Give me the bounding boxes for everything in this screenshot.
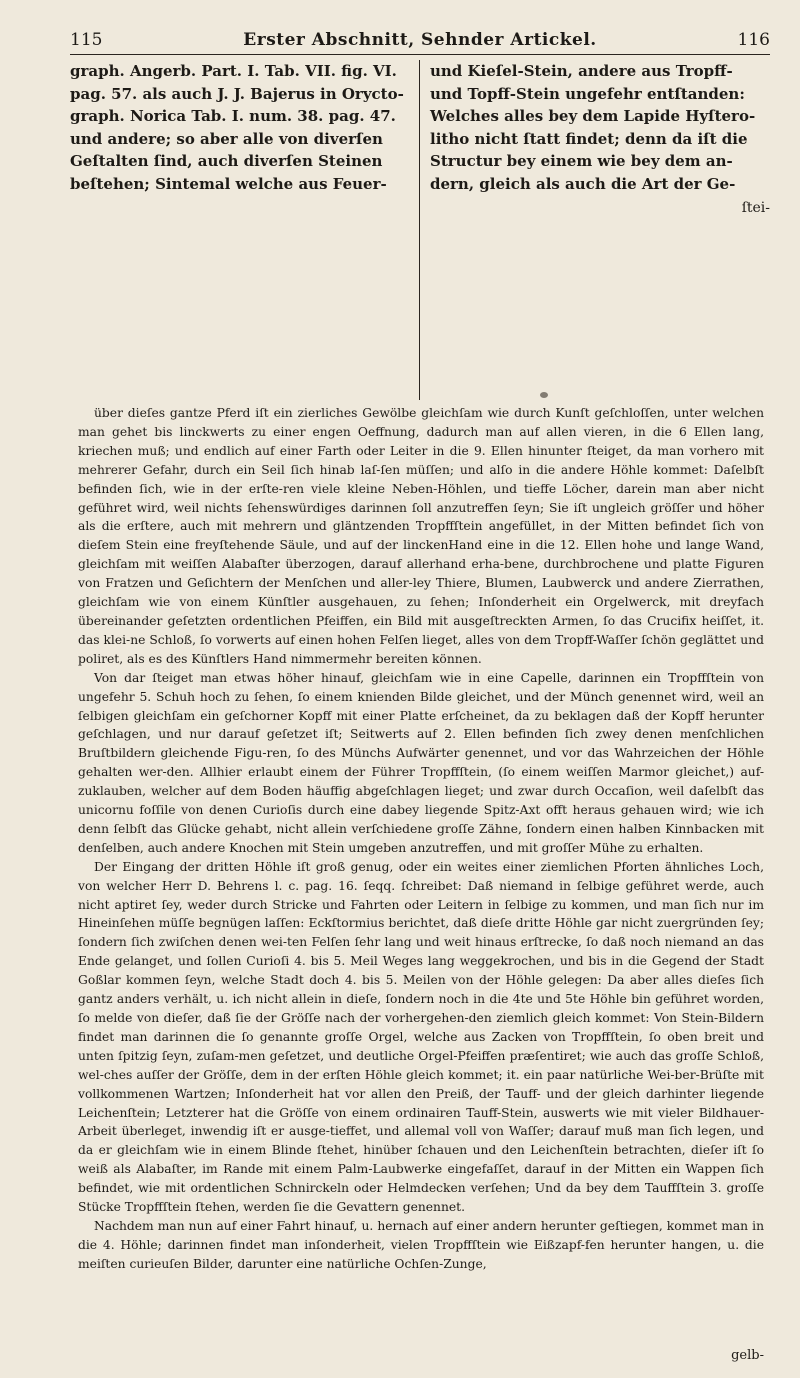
right-column bbox=[420, 60, 770, 400]
paragraph: Nachdem man nun auf einer Fahrt hinauf, u. hernach auf einer andern herunter geſtiegen, kommet man in die 4. Höhle; darinnen findet man inſonderheit, vielen Tropffſtein wie Eißzapf-fen herunter hangen, u. die meiſten curieuſen Bilder, darunter eine natürliche Ochſen-Zunge, bbox=[78, 1218, 764, 1271]
header-rule bbox=[70, 54, 770, 55]
page-title: Erster Abschnitt, Sehnder Artickel. bbox=[243, 30, 597, 50]
column-catchword: ſtei- bbox=[741, 200, 770, 216]
page-number-left: 115 bbox=[70, 30, 103, 50]
left-column bbox=[70, 60, 420, 400]
left-column-text: graph. Angerb. Part. I. Tab. VII. fig. VI. pag. 57. als auch J. J. Bajerus in Orycto-graph. Norica Tab. I. num. 38. pag. 47. und andere; so aber alle von diverſen Geſtalten ſind, auch diverſen Steinen beſtehen; Sintemal welche aus Feuer- bbox=[70, 62, 404, 193]
two-column-section bbox=[70, 60, 770, 400]
ink-blot bbox=[540, 392, 548, 398]
page-catchword: gelb- bbox=[731, 1348, 764, 1363]
right-column-text: und Kieſel-Stein, andere aus Tropff- und Topff-Stein ungefehr entſtanden: Welches alles bey dem Lapide Hyſtero-litho nicht ſtatt findet; denn da iſt die Structur bey einem wie bey dem an-dern, gleich als auch die Art der Ge- bbox=[430, 62, 756, 193]
main-body-text bbox=[78, 404, 764, 1344]
paragraph: Von dar ſteiget man etwas höher hinauf, gleichſam wie in eine Capelle, darinnen ein Tropffſtein von ungefehr 5. Schuh hoch zu ſehen, ſo einem knienden Bilde gleichet, und der Münch genennet wird, weil an ſelbigen gleichſam ein geſchorner Kopff mit einer Platte erſcheinet, da zu beklagen daß der Kopff herunter geſchlagen, und nur darauf geſetzet iſt; Seitwerts auf 2. Ellen befinden ſich zwey denen menſchlichen Bruſtbildern gleichende Figu-ren, ſo des Münchs Aufwärter genennet, und vor das Wahrzeichen der Höhle gehalten wer-den. Allhier erlaubt einem der Führer Tropffſtein, (ſo einem weiſſen Marmor gleichet,) auf-zuklauben, welcher auf dem Boden häuffig abgeſchlagen lieget; und zwar durch Occaſion, weil daſelbſt das unicornu foſſile von denen Curioſis durch eine dabey liegende Spitz-Axt offt heraus gehauen wird; wie ich denn ſelbſt das Glücke gehabt, nicht allein verſchiedene groſſe Zähne, ſondern einen halben Kinnbacken mit denſelben, auch andere Knochen mit Stein umgeben anzutreffen, und mit groſſer Mühe zu erhalten. bbox=[78, 670, 764, 855]
paragraph: über dieſes gantze Pferd iſt ein zierliches Gewölbe gleichſam wie durch Kunſt geſchloſſen, unter welchen man gehet bis linckwerts zu einer engen Oeffnung, dadurch man auf allen vieren, in die 6 Ellen lang, kriechen muß; und endlich auf einer Farth oder Leiter in die 9. Ellen hinunter ſteiget, da man vorhero mit mehrerer Gefahr, durch ein Seil ſich hinab laſ-ſen müſſen; und alſo in die andere Höhle kommet: Daſelbſt befinden ſich, wie in der erſte-ren viele kleine Neben-Höhlen, und tieffe Löcher, darein man aber nicht geführet wird, weil nichts ſehenswürdiges darinnen ſoll anzutreffen ſeyn; Sie iſt ungleich gröſſer und höher als die erſtere, auch mit mehrern und gläntzenden Tropffſtein angefüllet, in der Mitten befindet ſich von dieſem Stein eine freyſtehende Säule, und auf der linckenHand eine in die 12. Ellen hohe und lange Wand, gleichſam mit weiſſen Alabaſter überzogen, darauf allerhand erha-bene, durchbrochene und platte Figuren von Fratzen und Geſichtern der Menſchen und aller-ley Thiere, Blumen, Laubwerck und andere Zierrathen, gleichſam wie von einem Künſtler ausgehauen, zu ſehen; Inſonderheit ein Orgelwerck, mit dreyfach übereinander geſetzten ordentlichen Pfeiffen, ein Bild mit ausgeſtreckten Armen, ſo das Crucifix heiſſet, it. das klei-ne Schloß, ſo vorwerts auf einen hohen Felſen lieget, alles von dem Tropff-Waſſer ſchön geglättet und poliret, als es des Künſtlers Hand nimmermehr bereiten können. bbox=[78, 406, 764, 666]
page-number-right: 116 bbox=[737, 30, 770, 50]
running-header bbox=[70, 8, 770, 50]
paragraph: Der Eingang der dritten Höhle iſt groß genug, oder ein weites einer ziemlichen Pforten ähnliches Loch, von welcher Herr D. Behrens l. c. pag. 16. ſeqq. ſchreibet: Daß niemand in ſelbige geführet werde, auch nicht aptiret ſey, weder durch Stricke und Fahrten oder Leitern in ſelbige zu kommen, und man ſich nur im Hineinſehen müſſe begnügen laſſen: Eckſtormius berichtet, daß dieſe dritte Höhle gar nicht zuergründen ſey; ſondern ſich zwiſchen denen wei-ten Felſen ſehr lang und weit hinaus erſtrecke, ſo daß noch niemand an das Ende gelanget, und ſollen Curioſi 4. bis 5. Meil Weges lang weggekrochen, und bis in die Gegend der Stadt Goßlar kommen ſeyn, welche Stadt doch 4. bis 5. Meilen von der Höhle gelegen: Da aber alles dieſes ſich gantz anders verhält, u. ich nicht allein in dieſe, ſondern noch in die 4te und 5te Höhle bin geführet worden, ſo melde von dieſer, daß ſie der Gröſſe nach der vorhergehen-den ziemlich gleich kommet: Von Stein-Bildern findet man darinnen die ſo genannte groſſe Orgel, welche aus Zacken von Tropffſtein, ſo oben breit und unten ſpitzig ſeyn, zuſam-men geſetzet, und deutliche Orgel-Pfeiffen præſentiret; wie auch das groſſe Schloß, wel-ches auſſer der Gröſſe, dem in der erſten Höhle gleich kommet; it. ein paar natürliche Wei-ber-Brüſte mit vollkommenen Wartzen; Inſonderheit hat vor allen den Preiß, der Tauff- und der gleich darhinter liegende Leichenſtein; Letzterer hat die Gröſſe von einem ordinairen Tauff-Stein, auswerts wie mit vieler Bildhauer-Arbeit überleget, inwendig iſt er ausge-tieffet, und allemal voll von Waſſer; darauf muß man ſich legen, und da er gleichſam wie in einem Blinde ſtehet, hinüber ſchauen und den Leichenſtein betrachten, dieſer iſt ſo weiß als Alabaſter, im Rande mit einem Palm-Laubwerke eingefaſſet, darauf in der Mitten ein Wappen ſich befindet, wie mit ordentlichen Schnirckeln oder Helmdecken verſehen; Und da bey dem Tauffſtein 3. groſſe Stücke Tropffſtein ſtehen, werden ſie die Gevattern genennet. bbox=[78, 859, 764, 1215]
